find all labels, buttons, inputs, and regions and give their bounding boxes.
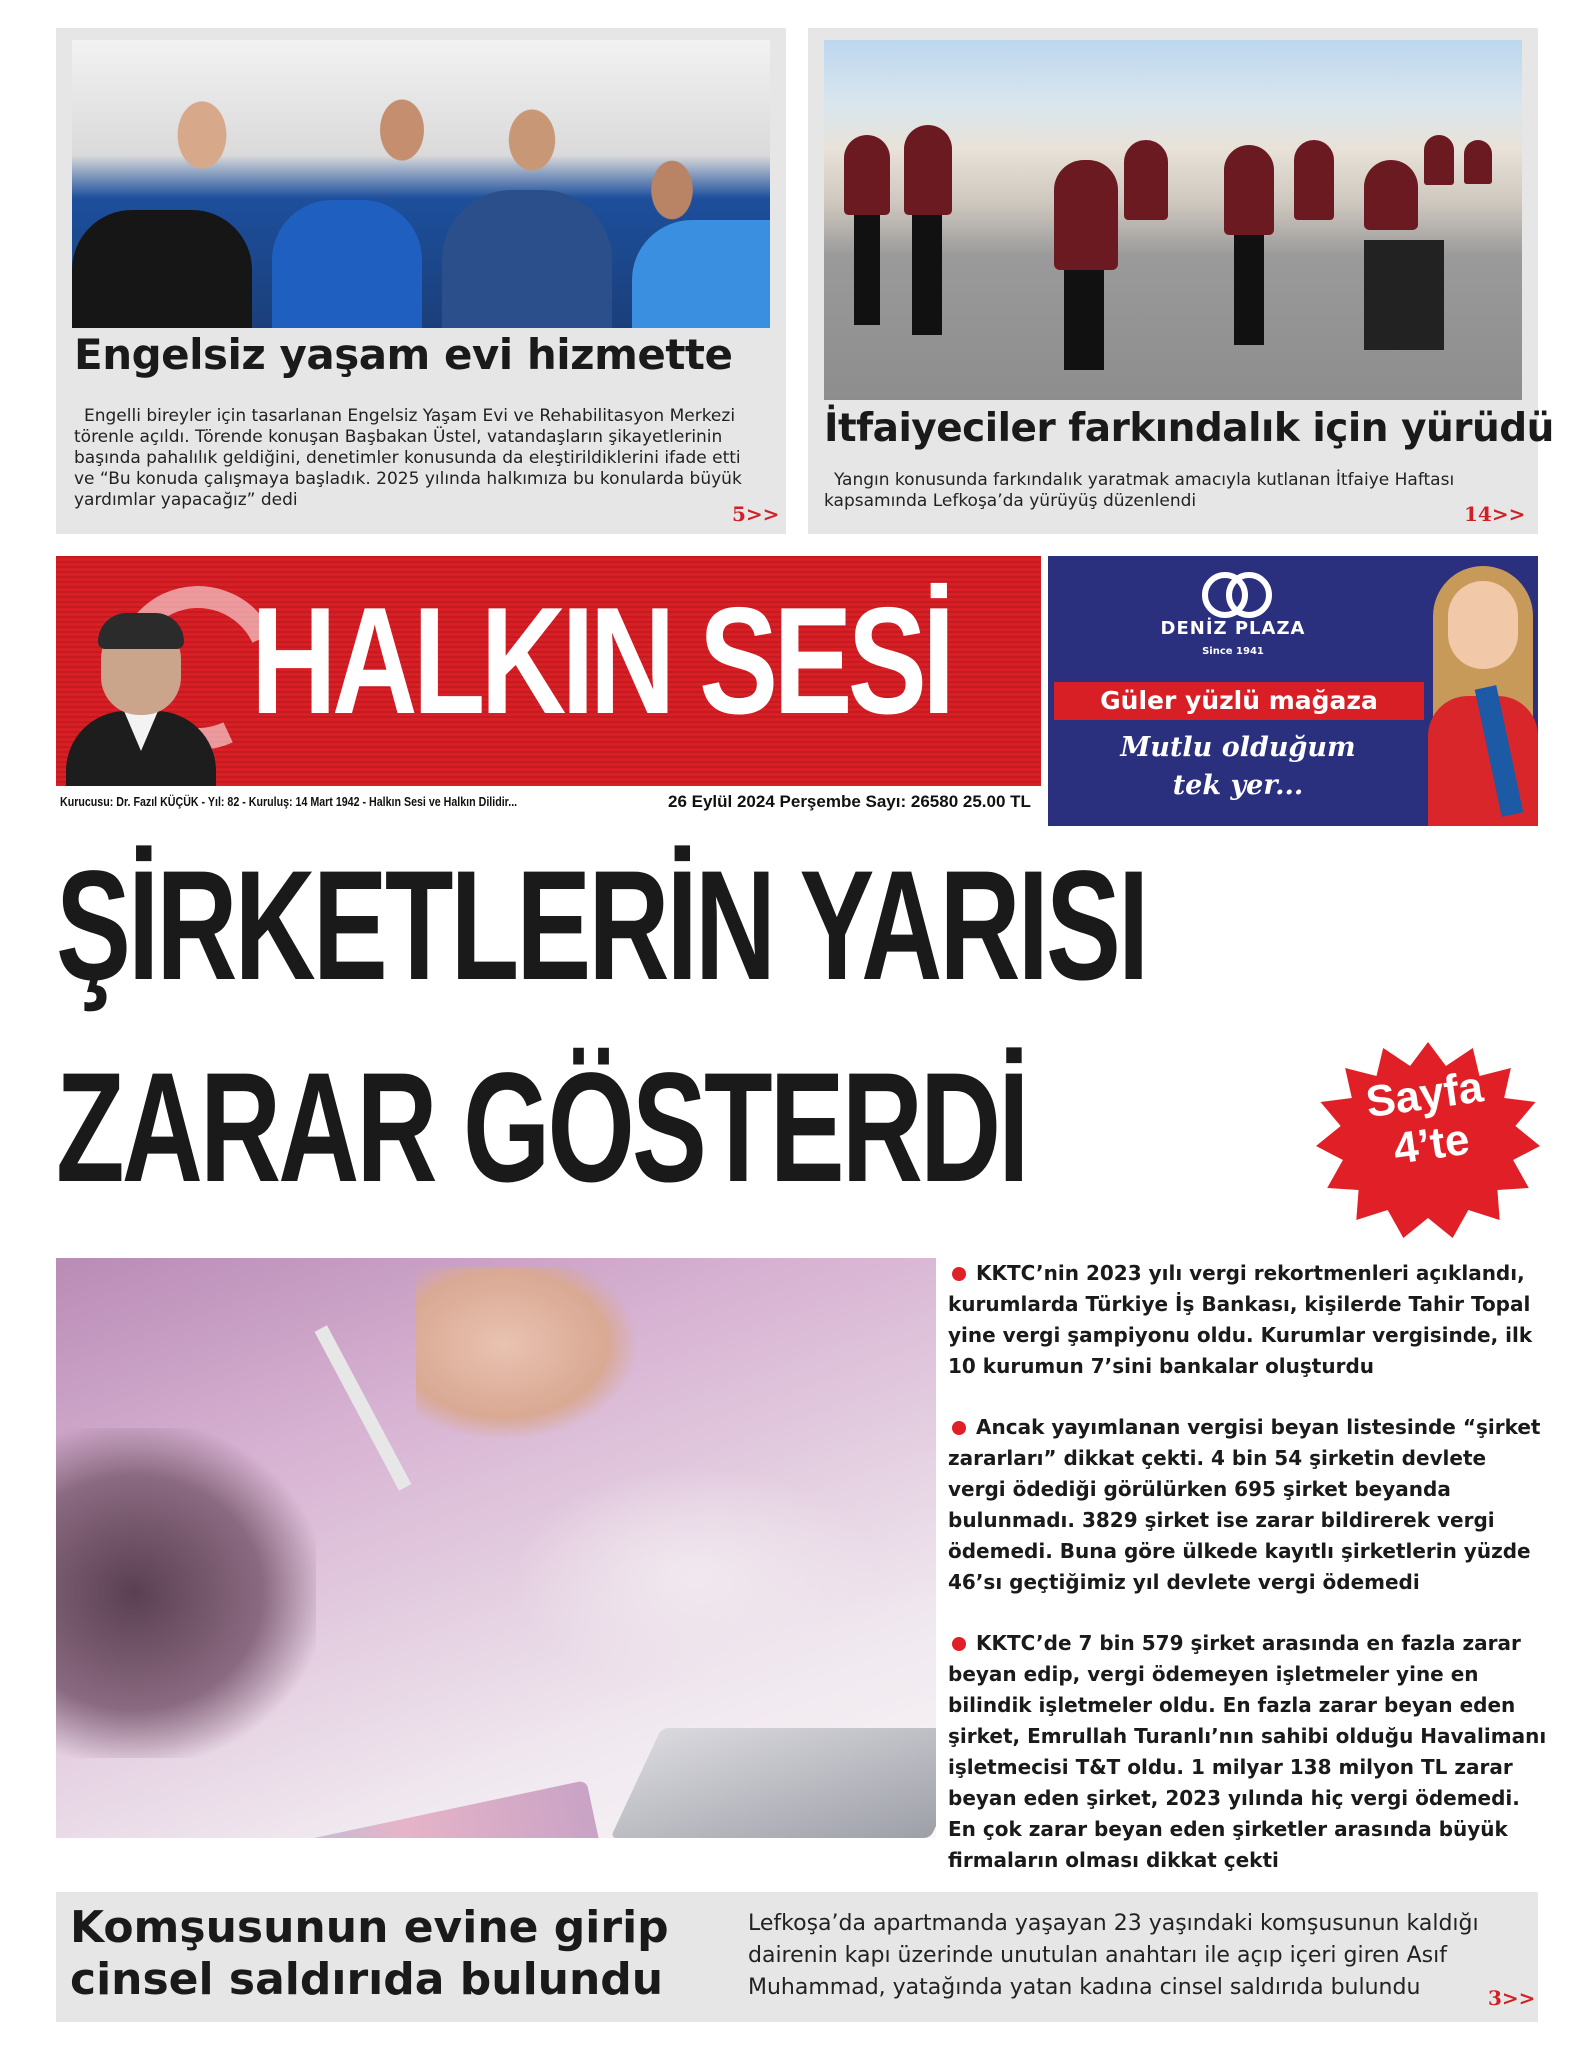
ad-line-1: Mutlu olduğum [1120, 732, 1356, 763]
bullet-dot-icon [952, 1421, 966, 1435]
bullet-dot-icon [952, 1267, 966, 1281]
top-left-page-ref[interactable]: 5>> [732, 502, 780, 526]
bullet-2-text: Ancak yayımlanan vergisi beyan listesinde “şirket zararları” dikkat çekti. 4 bin 54 şirketin devlete vergi ödediği görülürken 695 şirket beyanda bulunmadı. 3829 şirket ise zarar bildirerek vergi ödemedi. Buna göre ülkede kayıtlı şirketlerin yüzde 46’sı geçtiğimiz yıl devlete vergi ödemedi [948, 1415, 1541, 1594]
ceremony-photo [72, 40, 770, 328]
deniz-plaza-ad[interactable] [1048, 556, 1538, 826]
girl-with-backpack-image [1428, 556, 1538, 826]
bullet-3 [948, 1628, 1548, 1876]
main-headline-line-2: ZARAR GÖSTERDİ [56, 1041, 1027, 1215]
top-left-body: Engelli bireyler için tasarlanan Engelsiz Yaşam Evi ve Rehabilitasyon Merkezi törenle açıldı. Törende konuşan Başbakan Üstel, vatandaşların şikayetlerinin başında pahalılık geldiğini, denetimler konusunda da eleştirildiklerini ifade etti ve “Bu konuda çalışmaya başladık. 2025 yılında halkımıza bu konularda büyük yardımlar yapacağız” dedi [74, 406, 742, 510]
starburst-line-2: 4’te [1390, 1114, 1473, 1174]
ad-slogan: Güler yüzlü mağaza [1054, 682, 1424, 720]
main-headline-line-1: ŞİRKETLERİN YARISI [56, 839, 1147, 1013]
bullet-dot-icon [952, 1637, 966, 1651]
starburst-line-1: Sayfa [1362, 1062, 1486, 1128]
bullet-2 [948, 1412, 1548, 1598]
bullet-1-text: KKTC’nin 2023 yılı vergi rekortmenleri açıklandı, kurumlarda Türkiye İş Bankası, kişilerde Tahir Topal yine vergi şampiyonu oldu. Kurumlar vergisinde, ilk 10 kurumun 7’sini bankalar oluşturdu [948, 1261, 1533, 1378]
top-right-title: İtfaiyeciler farkındalık için yürüdü [824, 406, 1554, 451]
bullet-3-text: KKTC’de 7 bin 579 şirket arasında en fazla zarar beyan edip, vergi ödemeyen işletmeler yine en bilindik işletmeler oldu. En fazla zarar beyan eden şirket, Emrullah Turanlı’nın sahibi olduğu Havalimanı işletmecisi T&T oldu. 1 milyar 138 milyon TL zarar beyan eden şirket, 2023 yılında hiç vergi ödemedi. En çok zarar beyan eden şirketler arasında büyük firmaların olması dikkat çekti [948, 1631, 1547, 1872]
bottom-title-line-1: Komşusunun evine girip [70, 1902, 669, 1953]
masthead-meta-bar [56, 786, 1041, 820]
top-right-body: Yangın konusunda farkındalık yaratmak amacıyla kutlanan İtfaiye Haftası kapsamında Lefkoşa’da yürüyüş düzenlendi [824, 470, 1455, 511]
founder-line: Kurucusu: Dr. Fazıl KÜÇÜK - Yıl: 82 - Kuruluş: 14 Mart 1942 - Halkın Sesi ve Halkın Dilidir... [60, 794, 518, 809]
money-laptop-photo [56, 1258, 936, 1838]
bottom-page-ref[interactable]: 3>> [1488, 1986, 1536, 2010]
ad-line-2: tek yer... [1172, 770, 1304, 801]
newspaper-logo[interactable]: HALKIN SESİ [251, 576, 951, 746]
top-right-page-ref[interactable]: 14>> [1464, 502, 1526, 526]
deniz-plaza-logo-icon [1196, 564, 1264, 614]
masthead [56, 556, 1041, 826]
top-right-story[interactable] [808, 28, 1554, 534]
issue-date-line: 26 Eylül 2024 Perşembe Sayı: 26580 25.00 TL [668, 792, 1031, 811]
founder-portrait [66, 611, 216, 781]
ad-since: Since 1941 [1202, 646, 1264, 657]
firefighters-march-photo [824, 40, 1522, 400]
bottom-story[interactable] [56, 1892, 1538, 2022]
bullet-1 [948, 1258, 1548, 1382]
top-left-title: Engelsiz yaşam evi hizmette [74, 330, 733, 379]
ad-brand: DENİZ PLAZA [1160, 618, 1306, 639]
masthead-banner [56, 556, 1041, 786]
bottom-title-line-2: cinsel saldırıda bulundu [70, 1954, 664, 2005]
bottom-body: Lefkoşa’da apartmanda yaşayan 23 yaşındaki komşusunun kaldığı dairenin kapı üzerinde unutulan anahtarı ile açıp içeri giren Asıf Muhammad, yatağında yatan kadına cinsel saldırıda bulundu [748, 1911, 1479, 2000]
top-left-story[interactable] [56, 28, 786, 534]
